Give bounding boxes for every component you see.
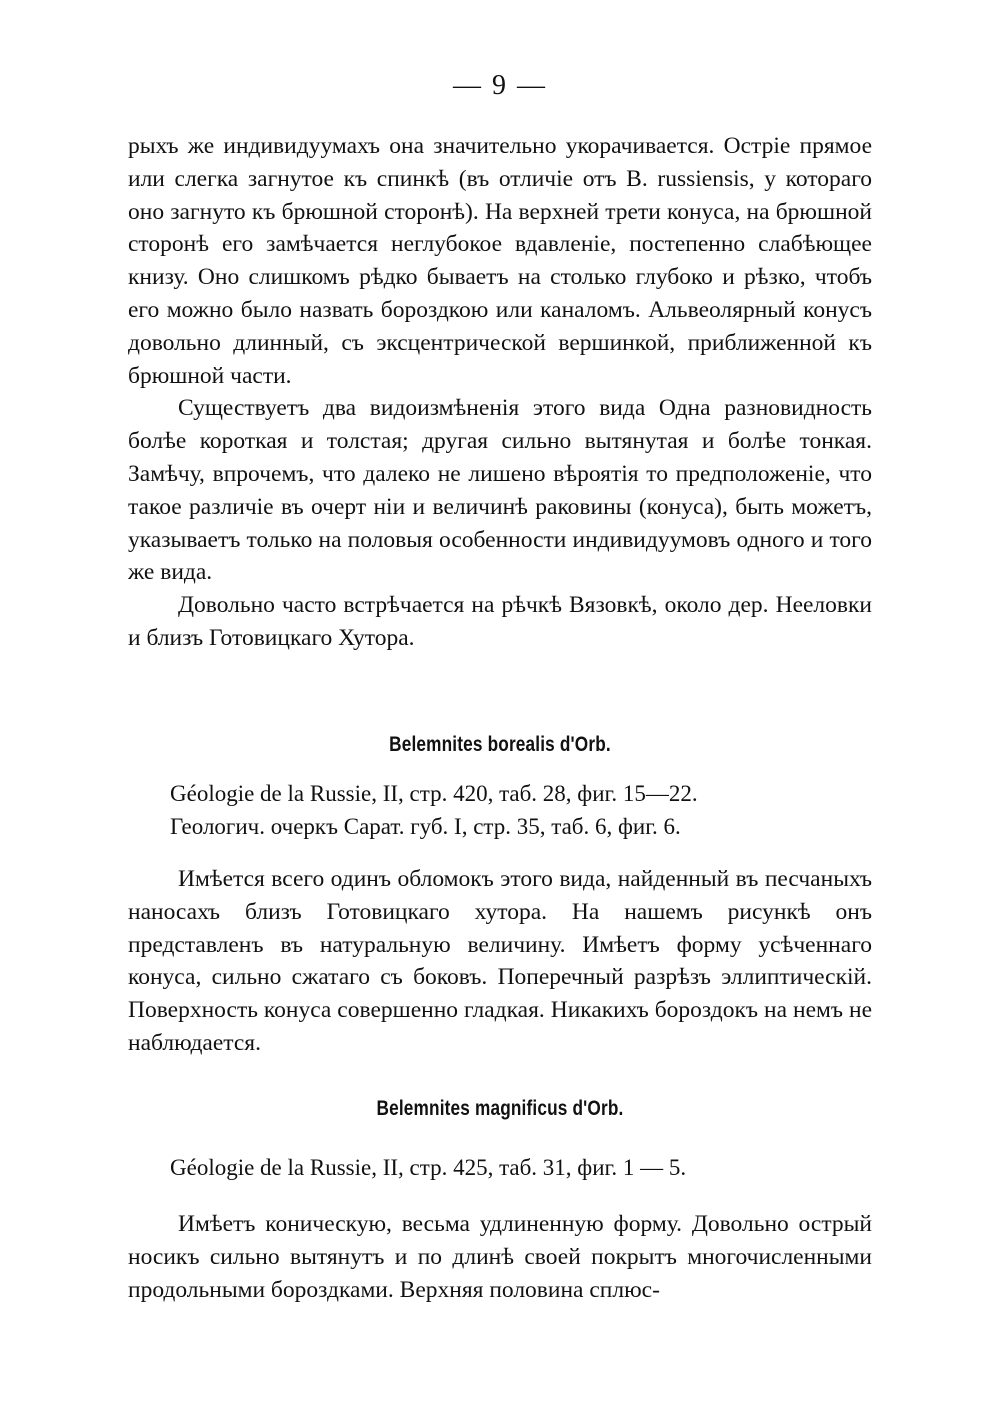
paragraph: Довольно часто встрѣчается на рѣчкѣ Вязовкѣ, около дер. Нееловки и близъ Готовицкаго Хутора.	[128, 592, 872, 651]
reference-line: Géologie de la Russie, II, стр. 420, таб. 28, фиг. 15—22.	[170, 781, 698, 806]
reference-line: Géologie de la Russie, II, стр. 425, таб. 31, фиг. 1 — 5.	[170, 1155, 687, 1180]
borealis-description	[128, 863, 872, 1060]
paragraph: Имѣется всего одинъ обломокъ этого вида, найденный въ песчаныхъ наносахъ близъ Готовицкаго хутора. На нашемъ рисункѣ онъ представленъ въ натуральную величину. Имѣетъ форму усѣченнаго конуса, сильно сжатаго съ боковъ. Поперечный разрѣзъ эллиптическій. Поверхность конуса совершенно гладкая. Никакихъ бороздокъ на немъ не наблюдается.	[128, 866, 872, 1056]
paragraph: рыхъ же индивидуумахъ она значительно укорачивается. Остріе прямое или слегка загнутое къ спинкѣ (въ отличіе отъ B. russiensis, у котораго оно загнуто къ брюшной сторонѣ). На верхней трети конуса, на брюшной сторонѣ его замѣчается неглубокое вдавленіе, постепенно слабѣющее книзу. Оно слишкомъ рѣдко бываетъ на столько глубоко и рѣзко, чтобъ его можно было назвать бороздкою или каналомъ. Альвеолярный конусъ довольно длинный, съ эксцентрической вершинкой, приближенной къ брюшной части.	[128, 133, 872, 389]
section-heading-borealis: Belemnites borealis d'Orb.	[389, 733, 611, 756]
paragraph: Имѣетъ коническую, весьма удлиненную форму. Довольно острый носикъ сильно вытянутъ и по длинѣ своей покрытъ многочисленными продольными бороздками. Верхняя половина сплюс-	[128, 1211, 872, 1303]
magnificus-description	[128, 1208, 872, 1306]
page-number: — 9 —	[453, 70, 547, 101]
reference-line: Геологич. очеркъ Сарат. губ. I, стр. 35, таб. 6, фиг. 6.	[170, 814, 681, 839]
paragraph: Существуетъ два видоизмѣненія этого вида Одна разновидность болѣе короткая и толстая; другая сильно вытянутая и болѣе тонкая. Замѣчу, впрочемъ, что далеко не лишено вѣроятія то предположеніе, что такое различіе въ очерт ніи и величинѣ раковины (конуса), быть можетъ, указываетъ только на половыя особенности индивидуумовъ одного и того же вида.	[128, 395, 872, 586]
intro-section	[128, 130, 872, 655]
section-heading-magnificus: Belemnites magnificus d'Orb.	[376, 1097, 624, 1120]
references-magnificus	[170, 1151, 870, 1184]
references-borealis	[170, 777, 870, 843]
